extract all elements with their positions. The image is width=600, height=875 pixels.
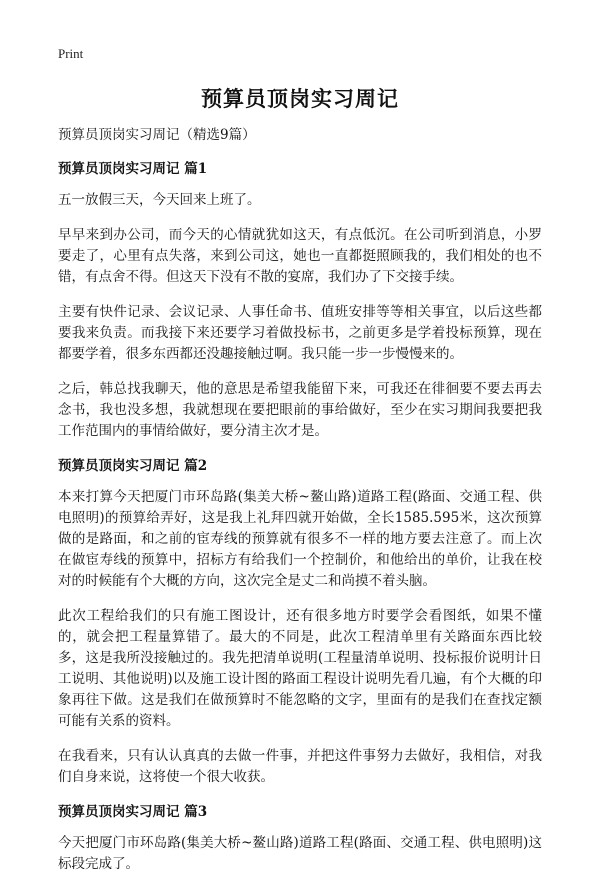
- paragraph: 五一放假三天，今天回来上班了。: [58, 192, 261, 208]
- paragraph: 之后，韩总找我聊天，他的意思是希望我能留下来，可我还在徘徊要不要去再去念书，我也没多想，我就想现在要把眼前的事给做好，至少在实习期间我要把我工作范围内的事情给做好，要分清主次才是。: [58, 381, 542, 439]
- paragraph: 此次工程给我们的只有施工图设计，还有很多地方时要学会看图纸，如果不懂的，就会把工程量算错了。最大的不同是，此次工程清单里有关路面东西比较多，这是我所没接触过的。我先把清单说明(工程量清单说明、投标报价说明计日工说明、其他说明)以及施工设计图的路面工程设计说明先看几遍，有个大概的印象再往下做。这是我们在做预算时不能忽略的文字，里面有的是我们在查找定额可能有关系的资料。: [58, 608, 542, 729]
- section-heading-2: 预算员顶岗实习周记 篇2: [58, 458, 208, 474]
- paragraph: 今天把厦门市环岛路(集美大桥~鳌山路)道路工程(路面、交通工程、供电照明)这标段完成了。: [58, 835, 542, 872]
- paragraph: 本来打算今天把厦门市环岛路(集美大桥~鳌山路)道路工程(路面、交通工程、供电照明)的预算给弄好，这是我上礼拜四就开始做，全长1585.595米，这次预算做的是路面，和之前的宦寿线的预算就有很多不一样的地方要去注意了。而上次在做宦寿线的预算中，招标方有给我们一个控制价，和他给出的单价，让我在校对的时候能有个大概的方向，这次完全是丈二和尚摸不着头脑。: [58, 489, 542, 589]
- paragraph: 主要有快件记录、会议记录、人事任命书、值班安排等等相关事宜，以后这些都要我来负责。而我接下来还要学习着做投标书，之前更多是学着投标预算，现在都要学着，很多东西都还没趣接触过啊。我只能一步一步慢慢来的。: [58, 304, 542, 362]
- paragraph: 在我看来，只有认认真真的去做一件事，并把这件事努力去做好，我相信，对我们自身来说，这将使一个很大收获。: [58, 748, 542, 785]
- print-link[interactable]: Print: [58, 46, 84, 61]
- paragraph: 早早来到办公司，而今天的心情就犹如这天，有点低沉。在公司听到消息，小罗要走了，心里有点失落，来到公司这，她也一直都挺照顾我的，我们相处的也不错，有点舍不得。但这天下没有不散的宴席，我们办了下交接手续。: [58, 227, 542, 285]
- section-heading-3: 预算员顶岗实习周记 篇3: [58, 804, 208, 820]
- document-subtitle: 预算员顶岗实习周记（精选9篇）: [58, 127, 256, 143]
- section-heading-1: 预算员顶岗实习周记 篇1: [58, 161, 208, 177]
- document-title: 预算员顶岗实习周记: [201, 86, 399, 111]
